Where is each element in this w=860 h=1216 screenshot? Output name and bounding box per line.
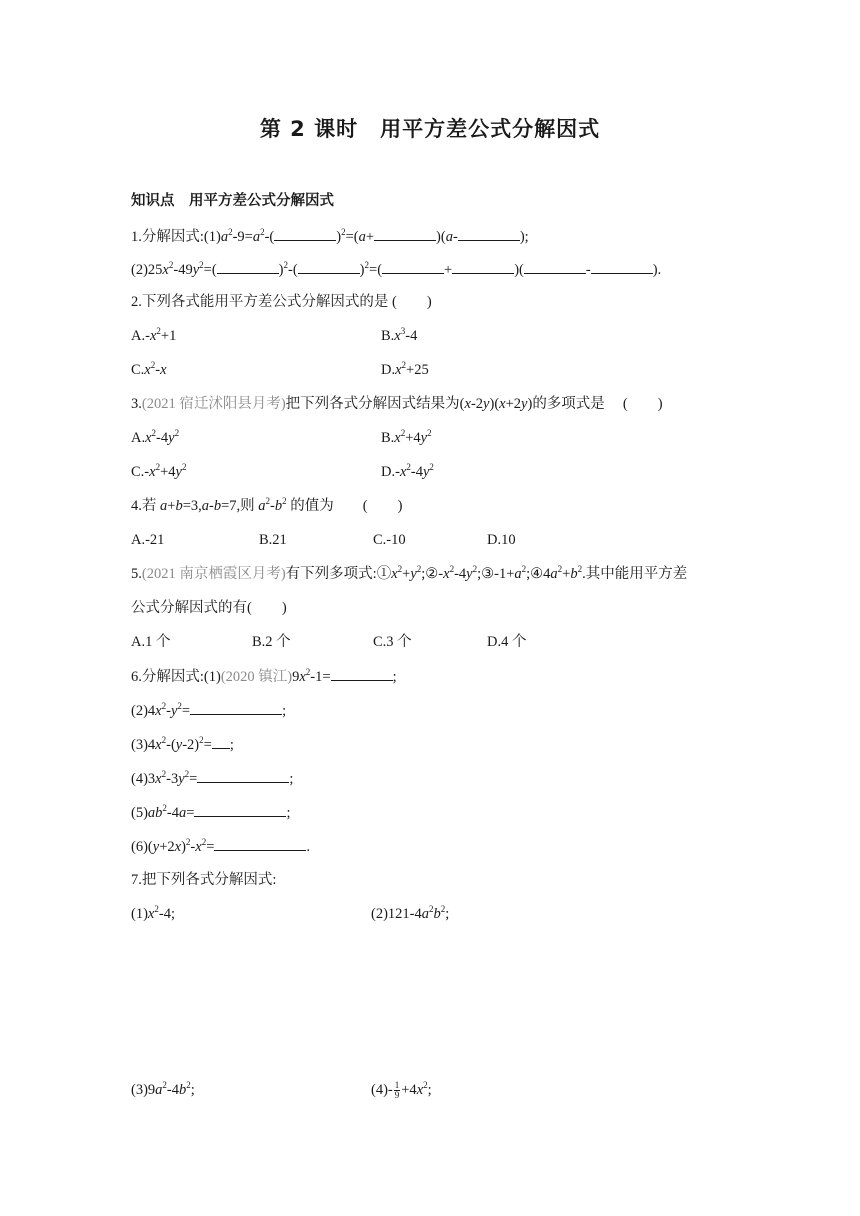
- fraction-one-ninth: $\frac{1}{9}$: [394, 1080, 400, 1101]
- question-6-part-5: $(5)ab^2-4a=$ ;: [131, 803, 291, 821]
- question-7-part-2: $(2)121-4a^2b^2$;: [371, 904, 450, 922]
- question-4-option-a[interactable]: A.-21: [131, 532, 165, 548]
- question-5-option-a[interactable]: A.1 个: [131, 634, 171, 650]
- page-title: 第 2 课时 用平方差公式分解因式: [259, 117, 601, 141]
- answer-blank[interactable]: [194, 802, 286, 817]
- answer-blank[interactable]: [217, 259, 279, 274]
- question-5-option-b[interactable]: B.2 个: [252, 634, 291, 650]
- question-1-part-1: 1.分解因式$:(1)a^2-9=a^2-$( )$^2$=(a+ )(a- );: [131, 227, 529, 245]
- question-source: (2020 镇江): [220, 669, 293, 685]
- answer-blank[interactable]: [382, 259, 444, 274]
- question-4-stem: 4.若 a+b=3,a-b=7,则 $a^2-b^2$ 的值为 ( ): [131, 496, 403, 514]
- question-6-part-1: 6.分解因式:(1)(2020 镇江)$9x^2-1=$ ;: [131, 667, 397, 685]
- question-5-option-c[interactable]: C.3 个: [373, 634, 412, 650]
- question-3-stem: 3.(2021 宿迁沭阳县月考)把下列各式分解因式结果为(x-2y)(x+2y)的多项式是 ( ): [131, 396, 663, 412]
- question-4-option-d[interactable]: D.10: [487, 532, 516, 548]
- answer-blank[interactable]: [274, 226, 336, 241]
- question-source: (2021 宿迁沭阳县月考): [141, 396, 286, 412]
- question-2-option-c[interactable]: $C.x^2-x$: [131, 360, 167, 378]
- question-3-option-c[interactable]: $C.-x^2+4y^2$: [131, 462, 187, 480]
- answer-blank[interactable]: [524, 259, 586, 274]
- answer-blank[interactable]: [452, 259, 514, 274]
- answer-blank[interactable]: [214, 836, 306, 851]
- answer-blank[interactable]: [374, 226, 436, 241]
- question-3-option-d[interactable]: $D.-x^2-4y^2$: [381, 462, 434, 480]
- section-heading: 知识点 用平方差公式分解因式: [131, 193, 334, 209]
- answer-blank[interactable]: [298, 259, 360, 274]
- answer-blank[interactable]: [212, 734, 230, 749]
- answer-blank[interactable]: [190, 700, 282, 715]
- answer-blank[interactable]: [591, 259, 653, 274]
- question-2-option-a[interactable]: $A.-x^2+1$: [131, 326, 177, 344]
- answer-blank[interactable]: [331, 666, 393, 681]
- question-7-part-3: $(3)9a^2-4b^2$;: [131, 1080, 195, 1098]
- question-4-option-c[interactable]: C.-10: [373, 532, 406, 548]
- question-7-stem: 7.把下列各式分解因式:: [131, 872, 277, 888]
- question-4-option-b[interactable]: B.21: [259, 532, 287, 548]
- question-2-stem: 2.下列各式能用平方差公式分解因式的是 ( ): [131, 294, 432, 310]
- question-5-option-d[interactable]: D.4 个: [487, 634, 527, 650]
- question-7-part-4: (4)- $\frac{1}{9}$ $+4x^2$;: [371, 1080, 432, 1101]
- question-7-part-1: $(1)x^2-4$;: [131, 904, 175, 922]
- question-3-option-a[interactable]: $A.x^2-4y^2$: [131, 428, 180, 446]
- question-5-stem-line-2: 公式分解因式的有( ): [131, 600, 287, 616]
- question-6-part-2: $(2)4x^2-y^2=$ ;: [131, 701, 287, 719]
- answer-blank[interactable]: [458, 226, 520, 241]
- answer-blank[interactable]: [197, 768, 289, 783]
- question-source: (2021 南京栖霞区月考): [141, 566, 286, 582]
- question-3-option-b[interactable]: $B.x^2+4y^2$: [381, 428, 432, 446]
- question-5-stem: 5.(2021 南京栖霞区月考)有下列多项式$:①x^2+y^2;②-x^2-4y^2;③-1+a^2;④4a^2+b^2$.其中能用平方差: [131, 564, 688, 582]
- question-2-option-b[interactable]: $B.x^3-4$: [381, 326, 418, 344]
- question-1-part-2: $(2)25x^2-49y^2=$( )$^2$-( )$^2$=( + )( - ).: [131, 260, 662, 278]
- question-6-part-6: $(6)(y+2x)^2-x^2=$ .: [131, 837, 310, 855]
- question-2-option-d[interactable]: $D.x^2+25$: [381, 360, 429, 378]
- question-6-part-4: $(4)3x^2-3y^2=$ ;: [131, 769, 294, 787]
- question-6-part-3: $(3)4x^2-(y-2)^2=$ ;: [131, 735, 234, 753]
